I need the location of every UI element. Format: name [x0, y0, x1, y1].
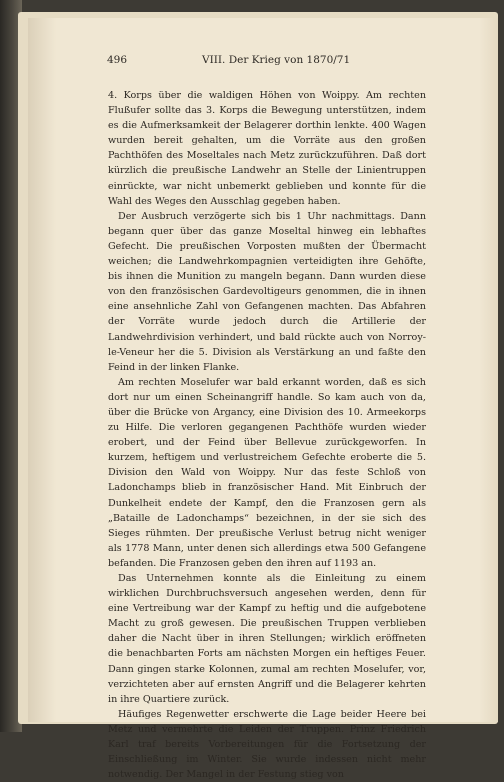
page-number: 496	[107, 54, 128, 66]
body-text	[108, 88, 426, 782]
paragraph: Der Ausbruch verzögerte sich bis 1 Uhr nachmittags. Dann begann quer über das ganze Moseltal hinweg ein lebhaftes Gefecht. Die preußischen Vorposten mußten der Übermacht weichen; die Landwehrkompagnien verteidigten ihre Gehöfte, bis ihnen die Munition zu mangeln begann. Dann wurden diese von den französischen Gardevoltigeurs genommen, die in ihnen eine ansehnliche Zahl von Gefangenen machten. Das Abfahren der Vorräte wurde jedoch durch die Artillerie der Landwehrdivision verhindert, und bald rückte auch von Norroy-le-Veneur her die 5. Division als Verstärkung an und faßte den Feind in der linken Flanke.	[108, 210, 426, 373]
paragraph: Das Unternehmen konnte als die Einleitung zu einem wirklichen Durchbruchsversuch angesehen werden, denn für eine Vertreibung war der Kampf zu heftig und die aufgebotene Macht zu groß gewesen. Die preußischen Truppen verblieben daher die Nacht über in ihren Stellungen; wirklich eröffneten die benachbarten Forts am nächsten Morgen ein heftiges Feuer. Dann gingen starke Kolonnen, zumal am rechten Moselufer, vor, verzichteten aber auf ernsten Angriff und die Belagerer kehrten in ihre Quartiere zurück.	[108, 573, 426, 705]
page-header	[107, 54, 365, 70]
paragraph: Am rechten Moselufer war bald erkannt worden, daß es sich dort nur um einen Scheinangriff handle. So kam auch von da, über die Brücke von Argancy, eine Division des 10. Armeekorps zu Hilfe. Die verloren gegangenen Pachthöfe wurden wieder erobert, und der Feind über Bellevue zurückgeworfen. In kurzem, heftigem und verlustreichem Gefechte eroberte die 5. Division den Wald von Woippy. Nur das feste Schloß von Ladonchamps blieb in französischer Hand. Mit Einbruch der Dunkelheit endete der Kampf, den die Franzosen gern als „Bataille de Ladonchamps“ bezeichnen, in der sie sich des Sieges rühmten. Der preußische Verlust betrug nicht weniger als 1778 Mann, unter denen sich allerdings etwa 500 Gefangene befanden. Die Franzosen geben den ihren auf 1193 an.	[108, 376, 426, 569]
paragraph: Häufiges Regenwetter erschwerte die Lage beider Heere bei Metz und vermehrte die Leiden der Truppen. Prinz Friedrich Karl traf bereits Vorbereitungen für die Fortsetzung der Einschließung im Winter. Sie wurde indessen nicht mehr notwendig. Der Mangel in der Festung stieg von	[108, 708, 426, 781]
paragraph: 4. Korps über die waldigen Höhen von Woippy. Am rechten Flußufer sollte das 3. Korps die Bewegung unterstützen, indem es die Aufmerksamkeit der Belagerer dorthin lenkte. 400 Wagen wurden bereit gehalten, um die Vorräte aus den großen Pachthöfen des Moseltales nach Metz zurückzuführen. Daß dort kürzlich die preußische Landwehr an Stelle der Linientruppen einrückte, war nicht unbemerkt geblieben und konnte für die Wahl des Weges den Ausschlag gegeben haben.	[108, 90, 426, 207]
running-title: VIII. Der Krieg von 1870/71	[202, 54, 351, 66]
